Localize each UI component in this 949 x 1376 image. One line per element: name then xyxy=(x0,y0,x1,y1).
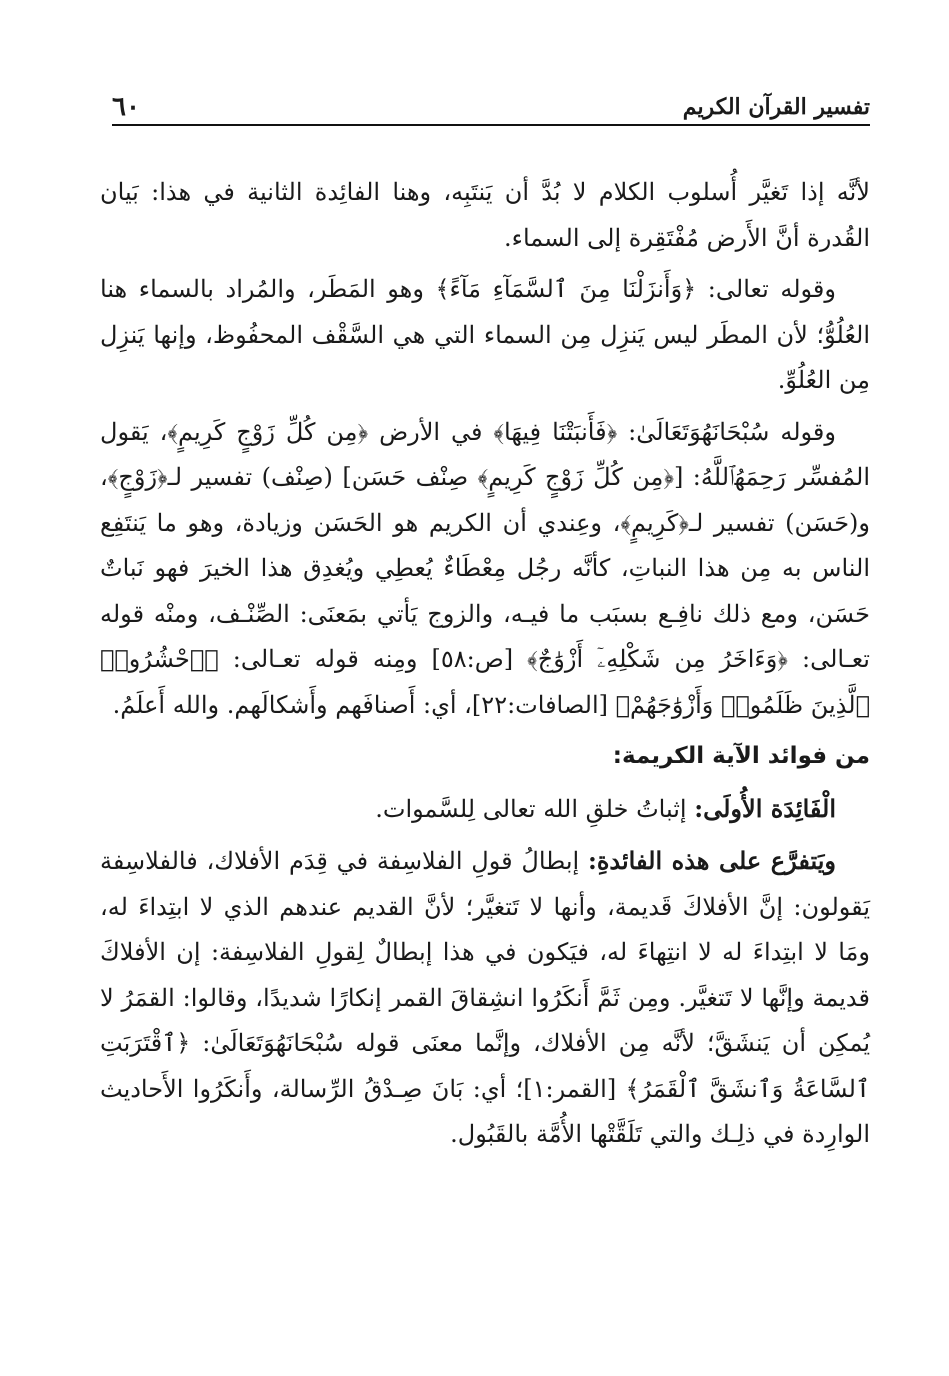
body-text xyxy=(100,170,870,1164)
header-rule xyxy=(112,124,870,126)
page-number: ٦٠ xyxy=(112,92,140,122)
paragraph-1: لأنَّه إذا تَغيَّر أُسلوب الكلام لا بُدَّ أن يَنتَبِه، وهنا الفائِدة الثانية في هذا: بَيان القُدرة أنَّ الأَرض مُفْتَقِرة إلى السماء. xyxy=(100,178,870,252)
benefit-1 xyxy=(100,786,870,833)
paragraph-2: وقوله تعالى: ﴿وَأَنزَلْنَا مِنَ ٱلسَّمَآءِ مَآءً﴾ وهو المَطَر، والمُراد بالسماء هنا العُلُوُّ؛ لأن المطَر ليس يَنزِل مِن السماء التي هي السَّقْف المحفُوظ، وإنها يَنزِل مِن العُلُوِّ. xyxy=(100,275,870,394)
benefit-1-label: الْفَائِدَة الأُولَى: xyxy=(694,793,836,823)
derived-lead: ويَتفرَّع على هذه الفائدةِ: xyxy=(587,846,836,875)
derived-text: إبطالُ قولِ الفلاسِفة في قِدَم الأفلاك، فالفلاسِفة يَقولون: إنَّ الأفلاكَ قَديمة، وأنها لا تَتغيَّر؛ لأنَّ القديم عندهم الذي لا ابتِداءَ له، ومَا لا ابتِداءَ له لا انتِهاءَ له، فيَكون في هذا إبطالٌ لِقولِ الفلاسِفة: إن الأفلاكَ قديمة وإنَّها لا تَتغيَّر. ومِن ثَمَّ أَنكَرُوا انشِقاقَ القمر إنكارًا شديدًا، وقالوا: القمَرُ لا يُمكِن أن يَنشَقَّ؛ لأنَّه مِن الأفلاك، وإنَّما معنَى قوله سُبْحَانَهُوَتَعَالَىٰ: ﴿ٱقْتَرَبَتِ ٱلسَّاعَةُ وَٱنشَقَّ ٱلْقَمَرُ﴾ [القمر:١]؛ أي: بَانَ صِـدْقُ الرِّسالة، وأَنكَرُوا الأَحاديث الوارِدة في ذلِـك والتي تَلَقَّتْها الأُمَّة بالقَبُول. xyxy=(100,847,871,1148)
paragraph-3: وقوله سُبْحَانَهُوَتَعَالَىٰ: ﴿فَأَنبَتْنَا فِيهَا﴾ في الأرض ﴿مِن كُلِّ زَوْجٍ كَرِيمٍ﴾، يَقول المُفسِّر رَحِمَهُٱللَّهُ: [﴿مِن كُلِّ زَوْجٍ كَرِيمٍ﴾ صِنْف حَسَن] (صِنْف) تفسير لـ﴿زَوْجٍ﴾، و(حَسَن) تفسير لـ﴿كَرِيمٍ﴾، وعِندي أن الكريم هو الحَسَن وزيادة، وهو ما يَنتَفِع الناس به مِن هذا النباتِ، كأنَّه رجُل مِعْطَاءٌ يُعطِي ويُغدِق هذا الخيرَ فهو نَباتٌ حَسَن، ومع ذلك نافِـع بسبَب ما فيـه، والزوج يَأتي بمَعنَى: الصِّنْـف، ومنْه قوله تعـالى: ﴿وَءَاخَرُ مِن شَكْلِهِۦٓ أَزْوَٰجٌ﴾ [ص:٥٨] ومِنه قوله تعـالى: ﴿ٱحْشُرُوا۟ ٱلَّذِينَ ظَلَمُوا۟ وَأَزْوَٰجَهُمْ﴾ [الصافات:٢٢]، أي: أَصنافَهم وأَشكالَهم. والله أَعلَمُ. xyxy=(100,417,870,719)
page-header xyxy=(112,90,870,126)
section-heading: من فوائد الآية الكريمة: xyxy=(612,743,870,769)
benefit-1-text: إثباتُ خلقِ الله تعالى لِلسَّموات. xyxy=(375,794,687,823)
running-title: تفسير القرآن الكريم xyxy=(682,94,870,120)
derived-paragraph xyxy=(100,838,870,1158)
